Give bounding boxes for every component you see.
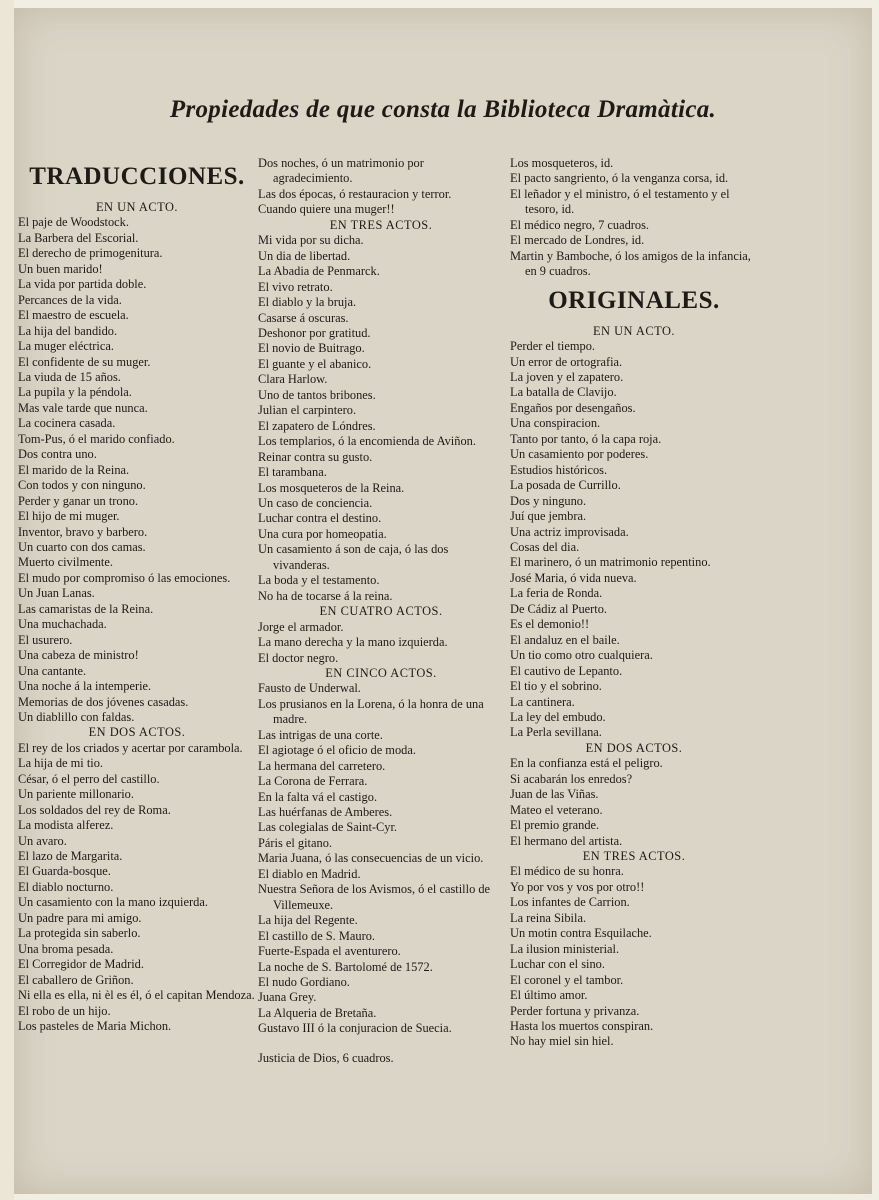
list-item: La vida por partida doble. <box>18 277 147 292</box>
list-item: El coronel y el tambor. <box>510 972 624 987</box>
list-item: Maria Juana, ó las consecuencias de un vicio. <box>258 851 484 866</box>
list-item: Memorias de dos jóvenes casadas. <box>18 694 189 709</box>
list-item: La pupila y la péndola. <box>18 385 132 400</box>
list-item: En la confianza está el peligro. <box>510 756 663 771</box>
list-item: La joven y el zapatero. <box>510 369 624 384</box>
list-item: Un cuarto con dos camas. <box>18 539 146 554</box>
list-item: No hay miel sin hiel. <box>510 1034 614 1049</box>
list-item: La Alqueria de Bretaña. <box>258 1005 377 1020</box>
list-item: Los mosqueteros, id. <box>510 156 614 170</box>
list-item: El novio de Buitrago. <box>258 341 365 356</box>
list-item: Los soldados del rey de Roma. <box>18 802 171 817</box>
list-item: El andaluz en el baile. <box>510 632 620 647</box>
list-item: El paje de Woodstock. <box>18 215 129 230</box>
list-item: La Barbera del Escorial. <box>18 230 139 245</box>
list-item: Dos y ninguno. <box>510 493 587 508</box>
list-item: La viuda de 15 años. <box>18 369 121 384</box>
document-page <box>14 8 872 1194</box>
column-3 <box>510 156 758 1050</box>
list-item: Mas vale tarde que nunca. <box>18 400 148 415</box>
list-item: La hija del bandido. <box>18 323 118 338</box>
list-item: La Corona de Ferrara. <box>258 774 368 789</box>
list-item: Una conspiracion. <box>510 416 601 431</box>
page-edge <box>0 0 14 1200</box>
list-item: El rey de los criados y acertar por carambola. <box>18 740 243 755</box>
list-item: Juana Grey. <box>258 990 317 1005</box>
list-item: Es el demonio!! <box>510 617 590 632</box>
list-item: Un motin contra Esquilache. <box>510 926 652 941</box>
list-item: Las camaristas de la Reina. <box>18 601 154 616</box>
act-subheading: EN DOS ACTOS. <box>585 740 683 755</box>
list-item: Mi vida por su dicha. <box>258 233 364 248</box>
list-item: Los pasteles de Maria Michon. <box>18 1019 172 1034</box>
list-item: El médico de su honra. <box>510 864 624 879</box>
list-item: La feria de Ronda. <box>510 586 603 601</box>
list-item: Cosas del dia. <box>510 539 580 554</box>
list-item: El diablo en Madrid. <box>258 866 361 881</box>
list-item: En la falta vá el castigo. <box>258 789 378 804</box>
act-subheading: EN DOS ACTOS. <box>88 725 186 740</box>
list-item: La posada de Currillo. <box>510 478 621 493</box>
list-item: La hija del Regente. <box>258 913 358 928</box>
column-2 <box>258 156 504 1066</box>
list-item: La batalla de Clavijo. <box>510 385 617 400</box>
list-item: La mano derecha y la mano izquierda. <box>258 635 448 650</box>
list-item: El robo de un hijo. <box>18 1003 111 1018</box>
list-item: Dos contra uno. <box>18 447 97 462</box>
list-item: Perder el tiempo. <box>510 339 595 354</box>
list-item: Casarse á oscuras. <box>258 310 349 325</box>
list-item: El Guarda-bosque. <box>18 864 111 879</box>
list-item: El caballero de Griñon. <box>18 972 134 987</box>
list-item: Una cabeza de ministro! <box>18 648 139 663</box>
list-item: La cantinera. <box>510 694 575 709</box>
list-item: Martin y Bamboche, ó los amigos de la infancia, en 9 cuadros. <box>510 248 751 279</box>
list-item: Con todos y con ninguno. <box>18 478 146 493</box>
list-item: Un padre para mi amigo. <box>18 910 142 925</box>
list-item: Una broma pesada. <box>18 941 114 956</box>
list-item: El guante y el abanico. <box>258 356 372 371</box>
list-item: La hermana del carretero. <box>258 758 386 773</box>
list-item: Engaños por desengaños. <box>510 400 636 415</box>
list-item: Gustavo III ó la conjuracion de Suecia. <box>258 1021 452 1036</box>
list-item: El diablo nocturno. <box>18 879 114 894</box>
list-item: Las huérfanas de Amberes. <box>258 805 393 820</box>
list-item: La Perla sevillana. <box>510 725 602 740</box>
section-heading: ORIGINALES. <box>548 286 720 314</box>
list-item: El usurero. <box>18 632 73 647</box>
list-item: Perder fortuna y privanza. <box>510 1003 640 1018</box>
list-item: El doctor negro. <box>258 650 339 665</box>
list-item: Dos noches, ó un matrimonio por agradecimiento. <box>258 156 424 186</box>
list-item: El confidente de su muger. <box>18 354 151 369</box>
act-subheading: EN TRES ACTOS. <box>582 849 686 864</box>
list-item: Páris el gitano. <box>258 835 332 850</box>
act-subheading: EN UN ACTO. <box>95 200 179 214</box>
list-item: Juí que jembra. <box>510 509 587 524</box>
list-item: De Cádiz al Puerto. <box>510 601 608 616</box>
list-item: Un casamiento á son de caja, ó las dos vivanderas. <box>258 542 449 572</box>
list-item: Julian el carpintero. <box>258 403 357 418</box>
list-item: El hermano del artista. <box>510 833 623 848</box>
list-item: El nudo Gordiano. <box>258 975 350 990</box>
list-item: Las intrigas de una corte. <box>258 727 383 742</box>
list-item: Tanto por tanto, ó la capa roja. <box>510 431 662 446</box>
list-item: Muerto civilmente. <box>18 555 113 570</box>
list-item: El marinero, ó un matrimonio repentino. <box>510 555 711 570</box>
list-item: Nuestra Señora de los Avismos, ó el castillo de Villemeuxe. <box>258 882 491 912</box>
list-item: Un Juan Lanas. <box>18 586 95 601</box>
list-item: El agiotage ó el oficio de moda. <box>258 743 416 758</box>
list-item: Los prusianos en la Lorena, ó la honra de una madre. <box>258 696 484 727</box>
list-item: Un diablillo con faldas. <box>18 709 135 724</box>
list-item: Si acabarán los enredos? <box>510 771 633 786</box>
list-item: El maestro de escuela. <box>18 308 129 323</box>
list-item: Un buen marido! <box>18 261 103 276</box>
list-item: Inventor, bravo y barbero. <box>18 524 148 539</box>
list-item: Ni ella es ella, ni èl es él, ó el capitan Mendoza. <box>18 988 255 1003</box>
list-item: Deshonor por gratitud. <box>258 325 371 340</box>
list-item: Fuerte-Espada el aventurero. <box>258 944 401 959</box>
list-item: Un avaro. <box>18 833 67 848</box>
list-item: El cautivo de Lepanto. <box>510 663 623 678</box>
spacer <box>258 1037 504 1051</box>
list-item: La Abadia de Penmarck. <box>258 264 380 279</box>
list-item: Las colegialas de Saint-Cyr. <box>258 820 398 835</box>
list-item: Estudios históricos. <box>510 462 608 477</box>
list-item: Jorge el armador. <box>258 619 344 634</box>
list-item: Los mosqueteros de la Reina. <box>258 480 405 495</box>
list-item: La ilusion ministerial. <box>510 941 620 956</box>
list-item: Un caso de conciencia. <box>258 495 373 510</box>
list-item: La muger eléctrica. <box>18 339 114 354</box>
list-item: Una cantante. <box>18 663 87 678</box>
list-item: Una muchachada. <box>18 617 107 632</box>
list-item: La noche de S. Bartolomé de 1572. <box>258 959 433 974</box>
list-item: Una noche á la intemperie. <box>18 679 152 694</box>
list-item: El mudo por compromiso ó las emociones. <box>18 570 231 585</box>
list-item: Cuando quiere una muger!! <box>258 202 395 217</box>
list-item: Un pariente millonario. <box>18 787 134 802</box>
list-item: Justicia de Dios, 6 cuadros. <box>258 1050 394 1065</box>
page-title: Propiedades de que consta la Biblioteca Dramàtica. <box>169 96 717 123</box>
column-1 <box>18 156 256 1034</box>
list-item: Reinar contra su gusto. <box>258 449 373 464</box>
list-item: El marido de la Reina. <box>18 462 130 477</box>
list-item: El lazo de Margarita. <box>18 849 123 864</box>
list-item: La ley del embudo. <box>510 709 606 724</box>
list-item: Percances de la vida. <box>18 292 122 307</box>
list-item: La protegida sin saberlo. <box>18 926 141 941</box>
list-item: La cocinera casada. <box>18 416 116 431</box>
act-subheading: EN CINCO ACTOS. <box>325 665 437 680</box>
list-item: Perder y ganar un trono. <box>18 493 139 508</box>
list-item: El último amor. <box>510 988 588 1003</box>
list-item: Juan de las Viñas. <box>510 787 599 802</box>
section-heading: TRADUCCIONES. <box>29 163 245 190</box>
list-item: El diablo y la bruja. <box>258 295 357 310</box>
list-item: Luchar con el sino. <box>510 957 605 972</box>
list-item: El leñador y el ministro, ó el testamento y el tesoro, id. <box>510 186 730 217</box>
list-item: Los infantes de Carrion. <box>510 895 630 910</box>
list-item: La boda y el testamento. <box>258 573 380 588</box>
list-item: Yo por vos y vos por otro!! <box>510 879 645 894</box>
list-item: Luchar contra el destino. <box>258 511 382 526</box>
list-item: Clara Harlow. <box>258 372 328 387</box>
list-item: La reina Sibila. <box>510 910 587 925</box>
act-subheading: EN CUATRO ACTOS. <box>319 604 443 619</box>
list-item: Las dos épocas, ó restauracion y terror. <box>258 186 452 201</box>
list-item: El Corregidor de Madrid. <box>18 957 144 972</box>
list-item: Una cura por homeopatia. <box>258 526 387 541</box>
list-item: El mercado de Londres, id. <box>510 233 645 248</box>
list-item: Un dia de libertad. <box>258 248 351 263</box>
list-item: El tarambana. <box>258 465 327 480</box>
list-item: Una actriz improvisada. <box>510 524 629 539</box>
list-item: Un casamiento con la mano izquierda. <box>18 895 208 910</box>
list-item: Fausto de Underwal. <box>258 681 361 696</box>
list-item: No ha de tocarse á la reina. <box>258 588 393 603</box>
list-item: El castillo de S. Mauro. <box>258 928 376 943</box>
list-item: La hija de mi tio. <box>18 756 103 771</box>
list-item: Un error de ortografia. <box>510 354 623 369</box>
list-item: El pacto sangriento, ó la venganza corsa, id. <box>510 171 729 186</box>
list-item: Uno de tantos bribones. <box>258 387 376 402</box>
list-item: El vivo retrato. <box>258 279 333 294</box>
list-item: José Maria, ó vida nueva. <box>510 570 637 585</box>
list-item: El médico negro, 7 cuadros. <box>510 217 650 232</box>
list-item: Tom-Pus, ó el marido confiado. <box>18 431 175 446</box>
list-item: Un tio como otro cualquiera. <box>510 648 653 663</box>
list-item: Los templarios, ó la encomienda de Aviñon. <box>258 434 476 449</box>
list-item: El premio grande. <box>510 818 600 833</box>
list-item: César, ó el perro del castillo. <box>18 771 160 786</box>
list-item: Hasta los muertos conspiran. <box>510 1019 654 1034</box>
act-subheading: EN TRES ACTOS. <box>329 217 433 232</box>
list-item: El hijo de mi muger. <box>18 509 120 524</box>
list-item: El derecho de primogenitura. <box>18 246 163 261</box>
list-item: Mateo el veterano. <box>510 802 603 817</box>
list-item: La modista alferez. <box>18 818 114 833</box>
act-subheading: EN UN ACTO. <box>592 323 676 338</box>
list-item: Un casamiento por poderes. <box>510 447 649 462</box>
list-item: El tio y el sobrino. <box>510 679 602 694</box>
list-item: El zapatero de Lóndres. <box>258 418 376 433</box>
